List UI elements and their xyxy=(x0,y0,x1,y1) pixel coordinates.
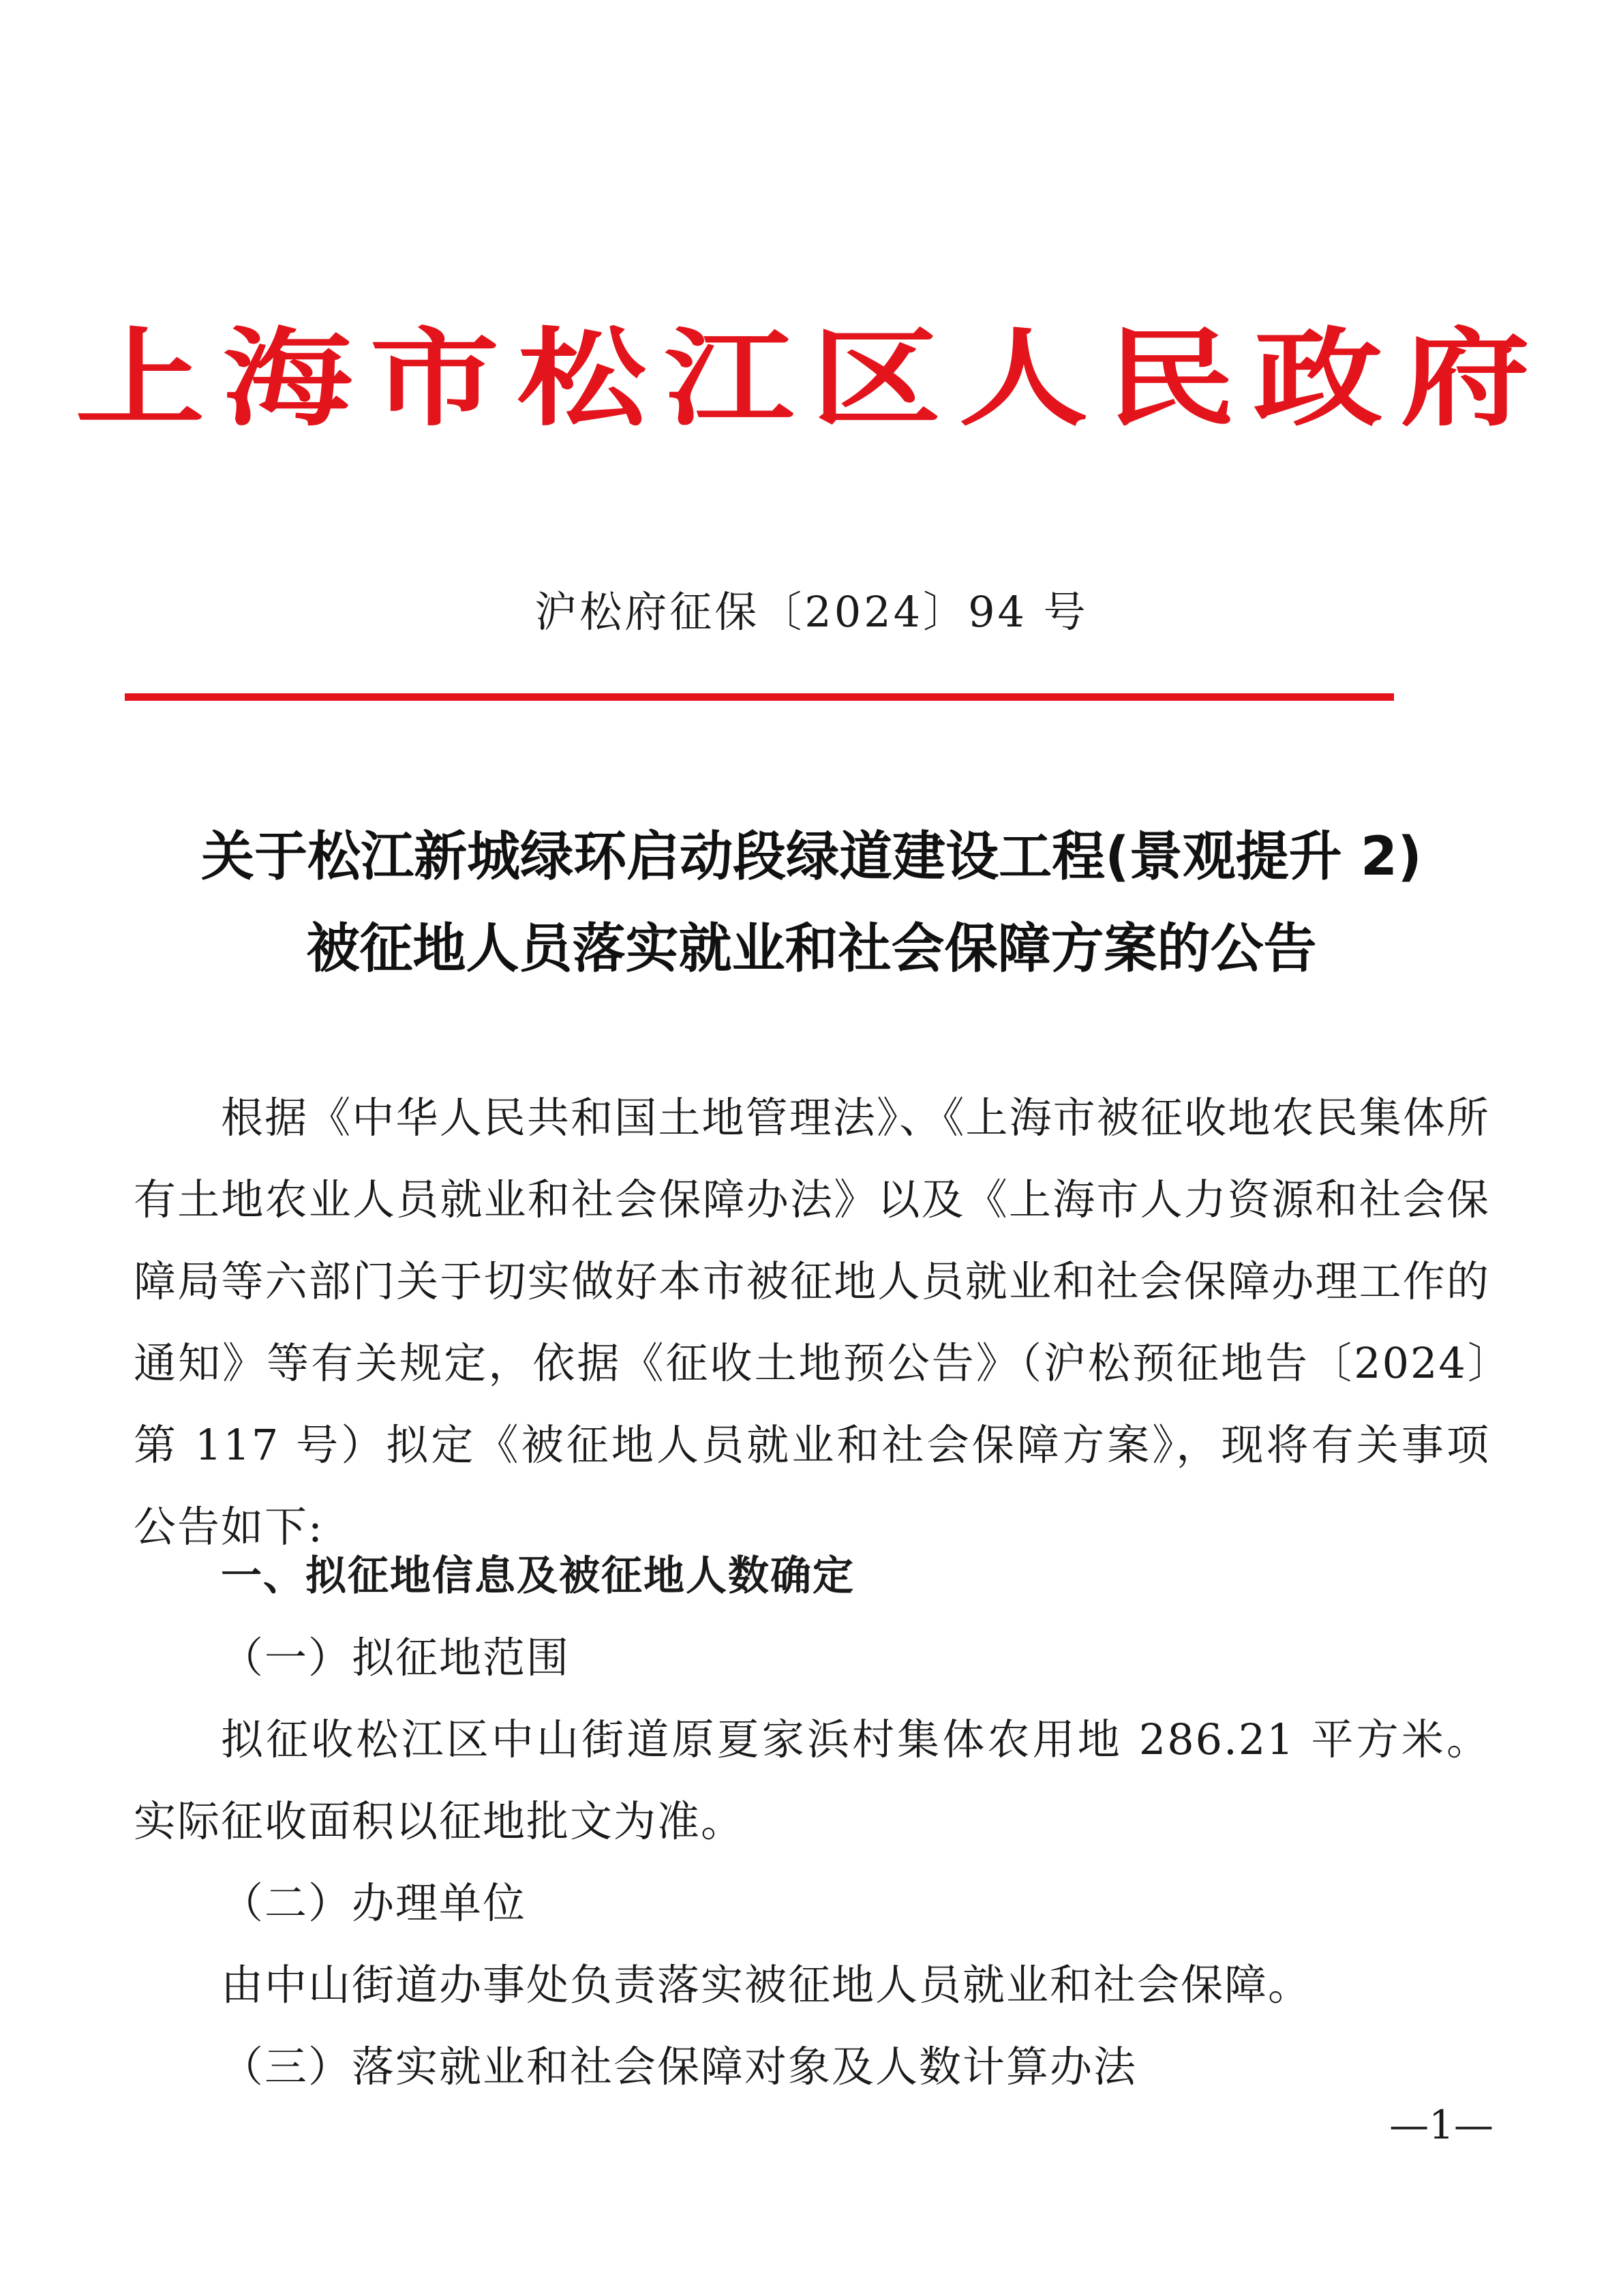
subsection-2-heading: （二）办理单位 xyxy=(221,1878,527,1928)
page-number: —1— xyxy=(1389,2102,1493,2148)
title-line-1: 关于松江新城绿环启动段绿道建设工程(景观提升 2) xyxy=(201,826,1422,888)
issuer-heading: 上海市松江区人民政府 xyxy=(75,316,1548,441)
section-1-heading: 一、拟征地信息及被征地人数确定 xyxy=(221,1552,855,1600)
subsection-3-heading: （三）落实就业和社会保障对象及人数计算办法 xyxy=(221,2042,1138,2091)
title-line-2: 被征地人员落实就业和社会保障方案的公告 xyxy=(306,918,1317,980)
red-separator-rule xyxy=(125,693,1394,701)
subsection-2-text: 由中山街道办事处负责落实被征地人员就业和社会保障。 xyxy=(221,1960,1312,2010)
document-number: 沪松府征保〔2024〕94 号 xyxy=(534,587,1089,637)
subsection-1-text: 拟征收松江区中山街道原夏家浜村集体农用地 286.21 平方米。实际征收面积以征地批文为准。 xyxy=(134,1715,1490,1846)
subsection-1-heading: （一）拟征地范围 xyxy=(221,1633,571,1682)
intro-paragraph: 根据《中华人民共和国土地管理法》、《上海市被征收地农民集体所有土地农业人员就业和社会保障办法》以及《上海市人力资源和社会保障局等六部门关于切实做好本市被征地人员就业和社会保障办理工作的通知》等有关规定，依据《征收土地预公告》（沪松预征地告〔2024〕第 117 号）拟定《被征地人员就业和社会保障方案》，现将有关事项公告如下: xyxy=(134,1093,1490,1552)
document-title xyxy=(102,811,1521,995)
